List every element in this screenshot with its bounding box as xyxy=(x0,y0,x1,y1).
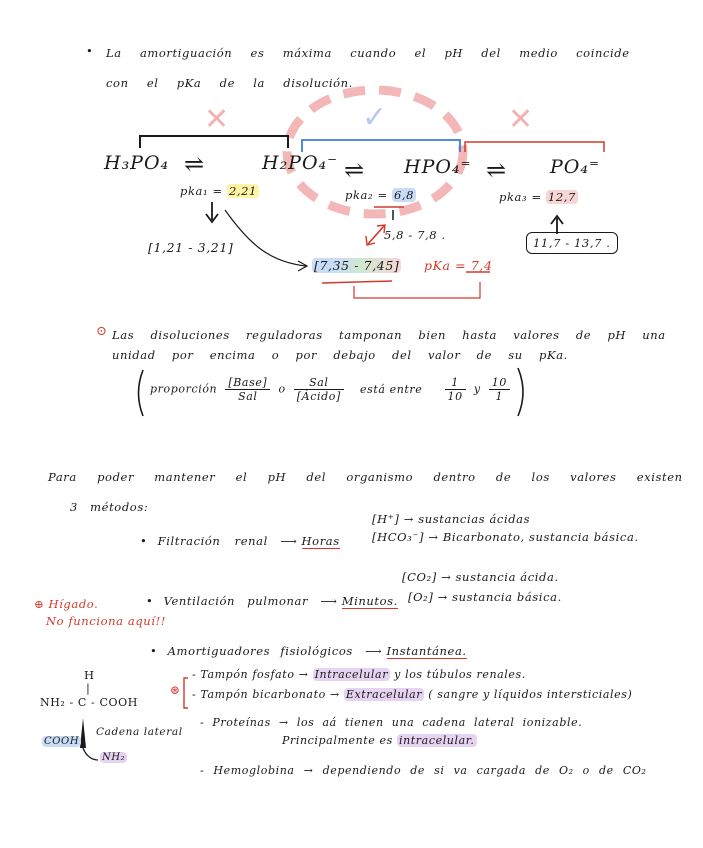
pka-blood-value: 7,4 xyxy=(470,258,493,273)
bracket-pair-2 xyxy=(302,140,460,152)
amino-bar: | xyxy=(86,681,91,695)
amino-h: H xyxy=(84,668,95,682)
pulmonary-sub-2: [O₂] → sustancia básica. xyxy=(408,590,562,604)
pka1-label: pka₁ = 2,21 xyxy=(180,184,257,198)
species-h2po4: H₂PO₄⁻ xyxy=(262,152,339,174)
species-h3po4: H₃PO₄ xyxy=(104,152,170,174)
pka3-label: pka₃ = 12,7 xyxy=(499,190,576,204)
side-note-not-here: No funciona aquí!! xyxy=(46,614,167,628)
fraction-base-sal: $\frac{\text{[Base]}}{\text{Sal}}$ xyxy=(225,376,270,403)
equilibrium-arrow-2: ⇌ xyxy=(344,156,366,184)
equilibrium-arrow-1: ⇌ xyxy=(184,150,206,178)
pka3-value: 12,7 xyxy=(547,190,576,204)
cross-mark-2: ✕ xyxy=(508,102,534,137)
method-pulmonary: • Ventilación pulmonar ⟶ Minutos. xyxy=(146,594,398,608)
method-physiological: • Amortiguadores fisiológicos ⟶ Instantánea. xyxy=(150,644,467,658)
amino-cooh: COOH xyxy=(44,736,80,747)
buffer-item-hemoglobin: - Hemoglobina → dependiendo de si va cargada de O₂ o de CO₂ xyxy=(200,764,647,777)
intro-line-1: La amortiguación es máxima cuando el pH del medio coincide xyxy=(106,46,630,60)
species-hpo4: HPO₄⁼ xyxy=(404,156,472,178)
buffer-item-bicarbonate: - Tampón bicarbonato → Extracelular ( sangre y líquidos intersticiales) xyxy=(192,688,633,701)
amino-nh2: NH₂ xyxy=(102,752,126,763)
side-note-liver: ⊕ Hígado. xyxy=(34,597,99,611)
pulmonary-sub-1: [CO₂] → sustancia ácida. xyxy=(402,570,559,584)
amino-backbone: NH₂ - C - COOH xyxy=(40,696,138,709)
bracket-pair-3 xyxy=(465,142,604,152)
buffer-item-phosphate: - Tampón fosfato → Intracelular y los túbulos renales. xyxy=(192,668,526,681)
pulmonary-time: Minutos. xyxy=(341,594,398,608)
pka1-value: 2,21 xyxy=(228,184,257,198)
cross-mark-1: ✕ xyxy=(204,102,230,137)
buffer-item-proteins: - Proteínas → los aá tienen una cadena lateral ionizable. xyxy=(200,716,583,729)
renal-sub-1: [H⁺] → sustancias ácidas xyxy=(372,512,531,526)
fraction-sal-acido: $\frac{\text{Sal}}{\text{[Ácido]}}$ xyxy=(294,376,344,403)
regulation-line-2: unidad por encima o por debajo del valor de su pKa. xyxy=(112,348,568,362)
renal-sub-2: [HCO₃⁻] → Bicarbonato, sustancia básica. xyxy=(372,530,639,544)
check-mark: ✓ xyxy=(362,100,388,135)
methods-intro-2: 3 métodos: xyxy=(70,500,149,514)
physio-time: Instantánea. xyxy=(386,644,467,658)
bracket-pair-1 xyxy=(140,136,288,148)
regulation-marker: ⊙ xyxy=(96,324,108,339)
intro-bullet: • xyxy=(86,44,94,58)
pka-blood-label: pKa = 7,4 xyxy=(424,258,493,273)
range-pka1: [1,21 - 3,21] xyxy=(148,240,234,255)
pka2-label: pka₂ = 6,8 xyxy=(345,188,415,202)
buffer-item-proteins-sub: Principalmente es intracelular. xyxy=(282,734,475,747)
fraction-1-10: $\frac{1}{10}$ xyxy=(445,376,466,403)
equilibrium-arrow-3: ⇌ xyxy=(486,156,508,184)
range-pka2: 5,8 - 7,8 . xyxy=(384,228,446,242)
renal-time: Horas xyxy=(301,534,340,548)
species-po4: PO₄⁼ xyxy=(550,156,601,178)
range-pka3: 11,7 - 13,7 . xyxy=(526,236,618,250)
method-renal: • Filtración renal ⟶ Horas xyxy=(140,534,340,548)
methods-intro-1: Para poder mantener el pH del organismo dentro de los valores existen xyxy=(48,470,683,484)
buffers-marker: ⊛ xyxy=(170,683,181,697)
regulation-line-1: Las disoluciones reguladoras tamponan bien hasta valores de pH una xyxy=(112,328,666,342)
fraction-10-1: $\frac{10}{1}$ xyxy=(489,376,510,403)
range-blood: [7,35 - 7,45] xyxy=(314,258,400,273)
intro-line-2: con el pKa de la disolución. xyxy=(106,76,353,90)
pka2-value: 6,8 xyxy=(393,188,415,202)
proportion-expression: proporción $\frac{\text{[Base]}}{\text{Sal}}$ o $\frac{\text{Sal}}{\text{[Ácido]}}$ está entre $\frac{1}{10}$ y $\frac{10}{1}$ xyxy=(150,376,514,403)
amino-side-chain-label: Cadena lateral xyxy=(96,726,183,738)
